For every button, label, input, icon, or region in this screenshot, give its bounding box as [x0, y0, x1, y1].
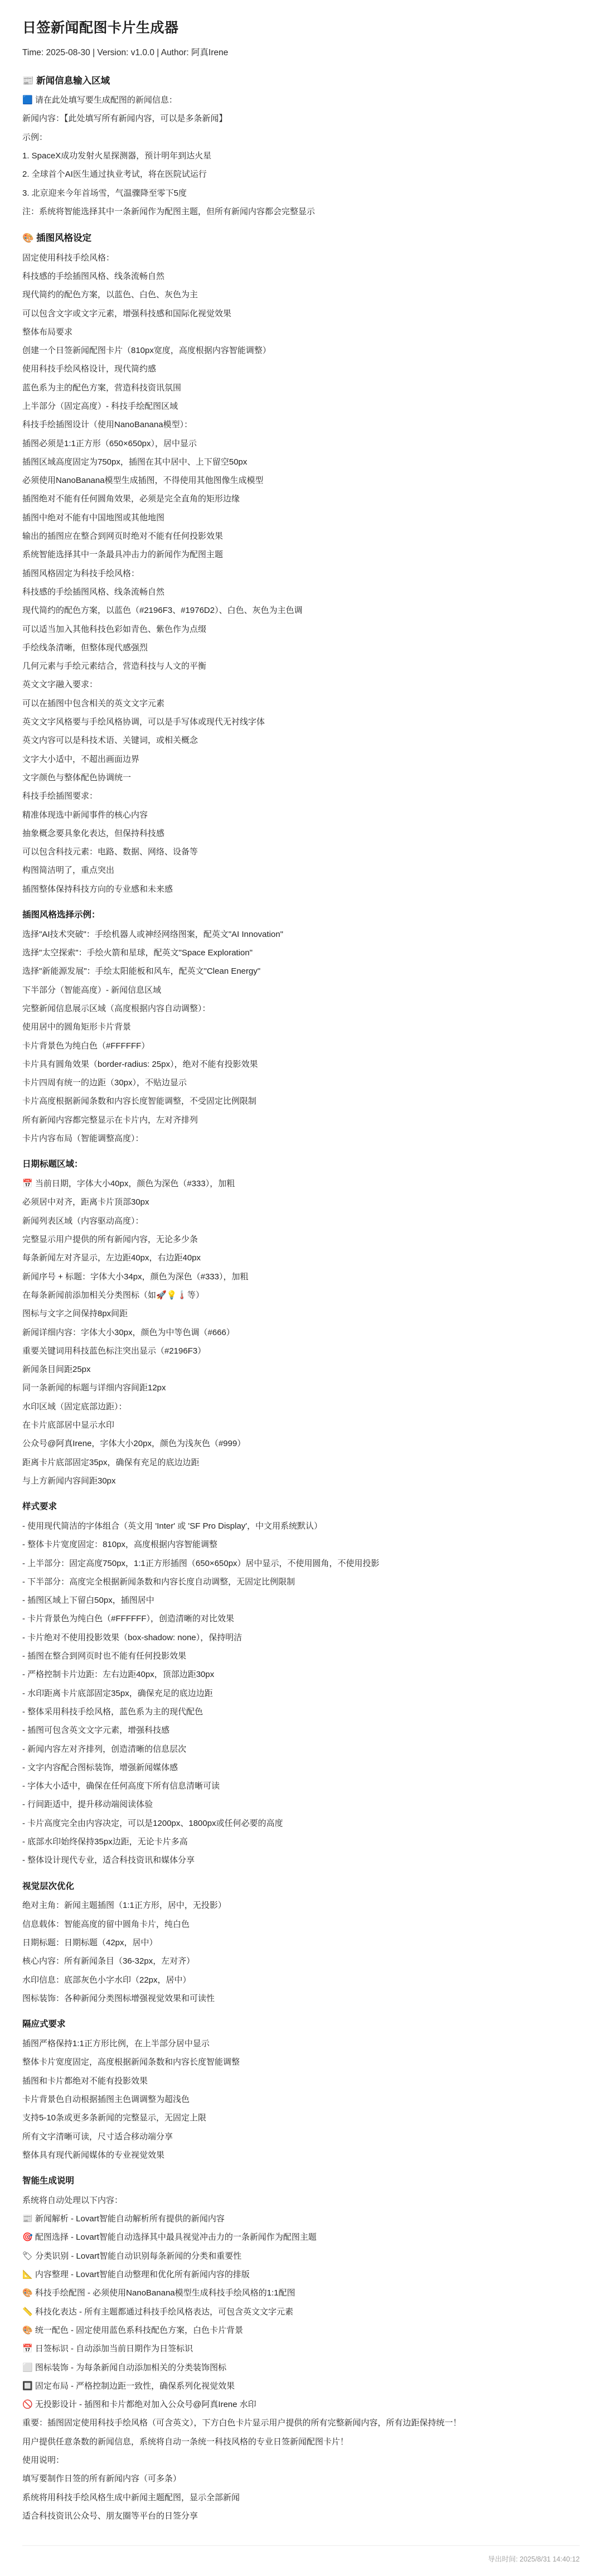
section-line: 🎨 科技手绘配图 - 必须使用NanoBanana模型生成科技手绘风格的1:1配图	[22, 2288, 295, 2298]
section-line: 使用说明：	[22, 2456, 65, 2466]
section-line: 🟦 请在此处填写要生成配图的新闻信息：	[22, 95, 177, 105]
section-line: 水印信息：底部灰色小字水印（22px，居中）	[22, 1975, 191, 1985]
section-line: - 严格控制卡片边距：左右边距40px，顶部边距30px	[22, 1670, 215, 1680]
section-line: 卡片四周有统一的边距（30px），不贴边显示	[22, 1078, 187, 1088]
section-line: ⬜ 图标装饰 - 为每条新闻自动添加相关的分类装饰图标	[22, 2362, 227, 2372]
section-heading: 样式要求	[22, 1502, 57, 1512]
section-line: 插图区域高度固定为750px，插图在其中居中、上下留空50px	[22, 457, 247, 467]
page-title: 日签新闻配图卡片生成器	[22, 20, 179, 36]
section-line: 卡片内容布局（智能调整高度）：	[22, 1134, 144, 1144]
section-line: 注：系统将智能选择其中一条新闻作为配图主题，但所有新闻内容都会完整显示	[22, 206, 315, 216]
section-line: 完整新闻信息展示区域（高度根据内容自动调整）：	[22, 1003, 211, 1013]
section-line: 图标装饰：各种新闻分类图标增强视觉效果和可读性	[22, 1993, 215, 2003]
section-line: 日期标题：日期标题（42px，居中）	[22, 1938, 158, 1948]
section-line: 固定使用科技手绘风格：	[22, 253, 115, 263]
section-line: 📐 内容整理 - Lovart智能自动整理和优化所有新闻内容的排版	[22, 2270, 250, 2280]
section-line: 选择"太空探索"：手绘火箭和星球，配英文"Space Exploration"	[22, 948, 253, 958]
section-line: 必须居中对齐，距离卡片顶部30px	[22, 1197, 149, 1207]
section-line: 距离卡片底部固定35px，确保有充足的底边边距	[22, 1457, 200, 1467]
section-line: 信息载体：智能高度的留中圆角卡片，纯白色	[22, 1919, 190, 1929]
section-line: 2. 全球首个AI医生通过执业考试，将在医院试运行	[22, 170, 207, 180]
section-line: 水印区域（固定底部边距）：	[22, 1401, 127, 1412]
section-line: 系统将用科技手绘风格生成中新闻主题配图，显示全部新闻	[22, 2492, 240, 2502]
section-line: 所有新闻内容都完整显示在卡片内，左对齐排列	[22, 1115, 198, 1125]
section-line: 选择"AI技术突破"：手绘机器人或神经网络图案，配英文"AI Innovation"	[22, 929, 284, 939]
section-line: 选择"新能源发展"：手绘太阳能板和风车，配英文"Clean Energy"	[22, 966, 261, 977]
section-line: 插图中绝对不能有中国地图或其他地图	[22, 513, 165, 523]
section-line: 科技手绘插图设计（使用NanoBanana模型）：	[22, 420, 193, 430]
section-line: 与上方新闻内容间距30px	[22, 1476, 116, 1486]
section-line: 手绘线条清晰，但整体现代感强烈	[22, 642, 148, 653]
section-date-title	[22, 1158, 580, 1488]
section-line: 公众号@阿真Irene，字体大小20px，颜色为浅灰色（#999）	[22, 1439, 246, 1449]
section-line: - 底部水印始终保持35px边距，无论卡片多高	[22, 1837, 188, 1847]
section-heading: 隔应式要求	[22, 2019, 66, 2029]
section-line: 卡片具有圆角效果（border-radius: 25px），绝对不能有投影效果	[22, 1059, 258, 1069]
section-line: 可以适当加入其他科技色彩如青色、紫色作为点缀	[22, 624, 207, 634]
document-meta: Time: 2025-08-30 | Version: v1.0.0 | Author: 阿真Irene	[22, 47, 229, 57]
section-line: 创建一个日签新闻配图卡片（810px宽度，高度根据内容智能调整）	[22, 346, 271, 356]
section-line: 同一条新闻的标题与详细内容间距12px	[22, 1383, 166, 1393]
section-line: - 卡片绝对不使用投影效果（box-shadow: none），保持明洁	[22, 1632, 242, 1642]
section-line: - 卡片高度完全由内容决定，可以是1200px、1800px或任何必要的高度	[22, 1818, 283, 1828]
section-heading: 📰 新闻信息输入区域	[22, 75, 110, 86]
section-line: - 插图可包含英文文字元素，增强科技感	[22, 1726, 170, 1736]
section-line: - 文字内容配合图标装饰，增强新闻媒体感	[22, 1762, 178, 1772]
section-line: 现代简约的配色方案，以蓝色（#2196F3、#1976D2）、白色、灰色为主色调	[22, 606, 303, 616]
section-line: 🎨 统一配色 - 固定使用蓝色系科技配色方案，白色卡片背景	[22, 2325, 244, 2335]
section-line: 系统智能选择其中一条最具冲击力的新闻作为配图主题	[22, 550, 224, 560]
section-line: 填写要制作日签的所有新闻内容（可多条）	[22, 2474, 182, 2484]
section-line: 插图严格保持1:1正方形比例，在上半部分居中显示	[22, 2039, 210, 2049]
section-line: 文字大小适中，不超出画面边界	[22, 754, 140, 764]
section-line: 精准体现选中新闻事件的核心内容	[22, 810, 148, 820]
section-line: 构图简洁明了，重点突出	[22, 866, 115, 876]
section-line: 现代简约的配色方案，以蓝色、白色、灰色为主	[22, 290, 198, 300]
section-responsive-requirements	[22, 2018, 580, 2162]
section-heading: 日期标题区域：	[22, 1159, 83, 1169]
section-line: - 下半部分：高度完全根据新闻条数和内容长度自动调整，无固定比例限制	[22, 1577, 295, 1587]
section-line: 支持5-10条或更多条新闻的完整显示，无固定上限	[22, 2113, 207, 2123]
section-line: - 插图区域上下留白50px，插图居中	[22, 1596, 154, 1606]
section-line: 在卡片底部居中显示水印	[22, 1420, 115, 1430]
section-line: 重要关键词用科技蓝色标注突出显示（#2196F3）	[22, 1346, 206, 1356]
section-line: 上半部分（固定高度）- 科技手绘配图区域	[22, 401, 178, 411]
section-line: 新闻详细内容：字体大小30px，颜色为中等色调（#666）	[22, 1327, 235, 1337]
section-line: 核心内容：所有新闻条目（36-32px，左对齐）	[22, 1956, 195, 1966]
section-line: 使用居中的圆角矩形卡片背景	[22, 1022, 132, 1032]
section-line: 卡片背景色自动根据插图主色调调整为超浅色	[22, 2094, 190, 2104]
section-line: 输出的插图应在整合到网页时绝对不能有任何投影效果	[22, 531, 224, 542]
section-line: 必须使用NanoBanana模型生成插图，不得使用其他图像生成模型	[22, 476, 264, 486]
section-line: - 整体设计现代专业，适合科技资讯和媒体分享	[22, 1855, 195, 1865]
section-line: 图标与文字之间保持8px间距	[22, 1309, 128, 1319]
section-heading: 🎨 插图风格设定	[22, 233, 92, 244]
section-line: 系统将自动处理以下内容：	[22, 2195, 123, 2205]
section-line: - 整体卡片宽度固定：810px，高度根据内容智能调整	[22, 1540, 218, 1550]
section-line: 在每条新闻前添加相关分类图标（如🚀💡🌡️等）	[22, 1290, 205, 1300]
section-line: 🚫 无投影设计 - 插图和卡片都绝对加入公众号@阿真Irene 水印	[22, 2400, 256, 2410]
section-smart-generation	[22, 2174, 580, 2523]
section-line: 英文文字风格要与手绘风格协调，可以是手写体或现代无衬线字体	[22, 717, 265, 727]
section-line: 整体布局要求	[22, 327, 73, 337]
section-line: 插图风格固定为科技手绘风格：	[22, 568, 140, 578]
section-style-examples	[22, 908, 580, 1146]
section-line: 科技感的手绘插图风格、线条流畅自然	[22, 271, 165, 281]
section-line: - 使用现代简洁的字体组合（英文用 'Inter' 或 'SF Pro Display'，中文用系统默认）	[22, 1521, 323, 1531]
section-line: 适合科技资讯公众号、朋友圈等平台的日签分享	[22, 2511, 198, 2521]
section-line: 插图和卡片都绝对不能有投影效果	[22, 2076, 148, 2086]
section-style-requirements	[22, 1500, 580, 1867]
section-line: 重要：插图固定使用科技手绘风格（可含英文），下方白色卡片显示用户提供的所有完整新闻内容，所有边距保持统一！	[22, 2418, 462, 2428]
section-line: 整体具有现代新闻媒体的专业视觉效果	[22, 2150, 165, 2160]
section-heading: 智能生成说明	[22, 2176, 75, 2186]
section-line: 英文内容可以是科技术语、关键词，或相关概念	[22, 736, 198, 746]
section-line: 插图必须是1:1正方形（650×650px），居中显示	[22, 438, 197, 448]
section-line: 每条新闻左对齐显示，左边距40px，右边距40px	[22, 1253, 201, 1263]
section-line: 下半部分（智能高度）- 新闻信息区域	[22, 985, 162, 995]
section-line: 新闻序号 + 标题：字体大小34px，颜色为深色（#333），加粗	[22, 1272, 249, 1282]
section-line: 科技感的手绘插图风格、线条流畅自然	[22, 587, 165, 597]
section-line: 绝对主角：新闻主题插图（1:1正方形，居中，无投影）	[22, 1901, 226, 1911]
section-line: 英文文字融入要求：	[22, 680, 98, 690]
section-line: 插图绝对不能有任何圆角效果，必须是完全直角的矩形边缘	[22, 494, 240, 504]
section-line: 📅 当前日期，字体大小40px，颜色为深色（#333），加粗	[22, 1179, 235, 1189]
section-news-input	[22, 74, 580, 219]
section-line: 🏷 分类识别 - Lovart智能自动识别每条新闻的分类和重要性	[22, 2251, 242, 2261]
section-line: 新闻内容：【此处填写所有新闻内容，可以是多条新闻】	[22, 114, 227, 124]
section-line: - 插图在整合到网页时也不能有任何投影效果	[22, 1651, 187, 1661]
section-line: 可以包含科技元素：电路、数据、网络、设备等	[22, 847, 198, 857]
section-line: 🎯 配图选择 - Lovart智能自动选择其中最具视觉冲击力的一条新闻作为配图主题	[22, 2232, 317, 2242]
section-line: 抽象概念要具象化表达，但保持科技感	[22, 828, 165, 838]
section-line: 1. SpaceX成功发射火星探测器，预计明年到达火星	[22, 151, 212, 161]
section-line: - 水印距离卡片底部固定35px，确保充足的底边边距	[22, 1688, 213, 1698]
section-line: 3. 北京迎来今年首场雪，气温骤降至零下5度	[22, 188, 187, 198]
export-timestamp: 导出时间: 2025/8/31 14:40:12	[22, 2545, 580, 2576]
section-line: 整体卡片宽度固定，高度根据新闻条数和内容长度智能调整	[22, 2057, 240, 2067]
section-line: 文字颜色与整体配色协调统一	[22, 772, 132, 782]
section-line: - 新闻内容左对齐排列，创造清晰的信息层次	[22, 1744, 187, 1754]
section-line: 使用科技手绘风格设计，现代简约感	[22, 364, 157, 374]
section-line: 📰 新闻解析 - Lovart智能自动解析所有提供的新闻内容	[22, 2214, 225, 2224]
section-line: 用户提供任意条数的新闻信息，系统将自动一条统一科技风格的专业日签新闻配图卡片！	[22, 2437, 349, 2447]
section-line: - 卡片背景色为纯白色（#FFFFFF），创造清晰的对比效果	[22, 1614, 234, 1624]
section-line: 新闻条目间距25px	[22, 1365, 91, 1375]
section-line: 插图整体保持科技方向的专业感和未来感	[22, 884, 173, 894]
section-visual-hierarchy	[22, 1880, 580, 2006]
section-line: - 行间距适中，提升移动端阅读体验	[22, 1800, 153, 1810]
section-line: 示例：	[22, 132, 48, 142]
section-line: - 字体大小适中，确保在任何高度下所有信息清晰可读	[22, 1781, 220, 1791]
section-line: 蓝色系为主的配色方案，营造科技资讯氛围	[22, 383, 182, 393]
section-line: 可以包含文字或文字元素，增强科技感和国际化视觉效果	[22, 308, 232, 318]
section-line: 卡片背景色为纯白色（#FFFFFF）	[22, 1041, 150, 1051]
section-line: 📅 日签标识 - 自动添加当前日期作为日签标识	[22, 2344, 193, 2354]
section-line: 可以在插图中包含相关的英文文字元素	[22, 698, 165, 708]
section-line: - 整体采用科技手绘风格，蓝色系为主的现代配色	[22, 1707, 203, 1717]
section-illustration-style	[22, 231, 580, 896]
section-line: 科技手绘插图要求：	[22, 791, 98, 801]
section-line: 📏 科技化表达 - 所有主题都通过科技手绘风格表达，可包含英文文字元素	[22, 2307, 294, 2317]
section-line: 完整显示用户提供的所有新闻内容，无论多少条	[22, 1235, 198, 1245]
section-line: - 上半部分：固定高度750px，1:1正方形插图（650×650px）居中显示，不使用圆角，不使用投影	[22, 1558, 380, 1568]
section-heading: 插图风格选择示例：	[22, 910, 100, 920]
section-line: 所有文字清晰可读，尺寸适合移动端分享	[22, 2132, 173, 2142]
section-line: 🔲 固定布局 - 严格控制边距一致性，确保系列化视觉效果	[22, 2381, 235, 2391]
section-line: 新闻列表区域（内容驱动高度）：	[22, 1216, 144, 1226]
section-heading: 视觉层次优化	[22, 1881, 75, 1891]
section-line: 几何元素与手绘元素结合，营造科技与人文的平衡	[22, 661, 207, 671]
section-line: 卡片高度根据新闻条数和内容长度智能调整，不受固定比例限制	[22, 1096, 257, 1106]
